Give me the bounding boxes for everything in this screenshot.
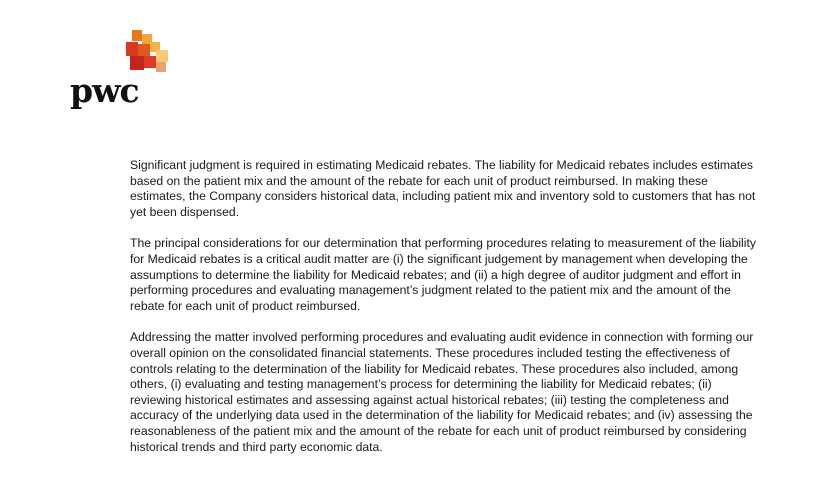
pwc-logo <box>70 30 170 110</box>
paragraph-considerations: The principal considerations for our determination that performing procedures relating to measurement of the liability for Medicaid rebates is a critical audit matter are (i) the significant judgement by management when developing the assumptions to determine the liability for Medicaid rebates; and (ii) a high degree of auditor judgment and effort in performing procedures and evaluating management’s judgment related to the patient mix and the amount of the rebate for each unit of product reimbursed. <box>130 236 756 313</box>
pwc-wordmark: pwc <box>70 71 139 110</box>
paragraph-judgment: Significant judgment is required in estimating Medicaid rebates. The liability for Medicaid rebates includes estimates based on the patient mix and the amount of the rebate for each unit of product reimbursed. In making these estimates, the Company considers historical data, including patient mix and inventory sold to customers that has not yet been dispensed. <box>130 158 756 219</box>
paragraph-procedures: Addressing the matter involved performing procedures and evaluating audit evidence in connection with forming our overall opinion on the consolidated financial statements. These procedures included testing the effectiveness of controls relating to the determination of the liability for Medicaid rebates. These procedures also included, among others, (i) evaluating and testing management’s process for determining the liability for Medicaid rebates; (ii) reviewing historical estimates and assessing against actual historical rebates; (iii) testing the completeness and accuracy of the underlying data used in the determination of the liability for Medicaid rebates; and (iv) assessing the reasonableness of the patient mix and the amount of the rebate for each unit of product reimbursed by considering historical trends and third party economic data. <box>130 330 754 454</box>
pwc-logo-mark-icon <box>126 30 170 74</box>
audit-text-body <box>130 158 760 471</box>
